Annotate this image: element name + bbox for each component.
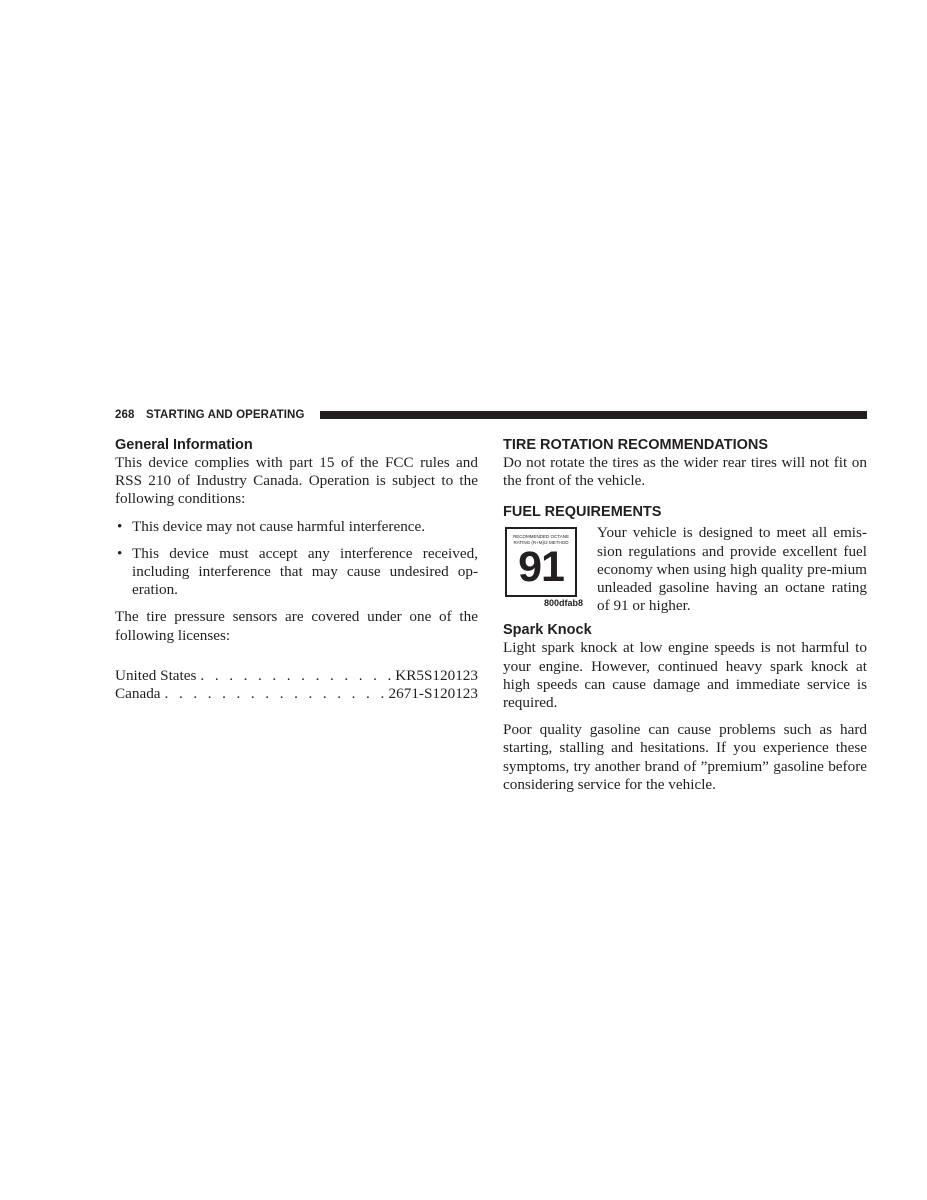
- spark-knock-heading: Spark Knock: [503, 622, 592, 639]
- octane-label-icon: [505, 527, 577, 597]
- poor-quality-text: Poor quality gasoline can cause problems such as hard starting, stalling and hesitations. If you experience these symptoms, try another brand of ”premium” gasoline before considering service for the vehicle.: [503, 721, 867, 793]
- license-row: [115, 667, 478, 685]
- page-header: [115, 407, 867, 425]
- general-information-heading: General Information: [115, 437, 253, 453]
- license-code: KR5S120123: [395, 666, 478, 684]
- right-column: [503, 436, 867, 794]
- license-country: United States: [115, 666, 197, 684]
- spark-knock-text: Light spark knock at low engine speeds is not harmful to your engine. However, continued heavy spark knock at high speeds can cause damage and immediate service is required.: [503, 639, 867, 712]
- list-item: • This device may not cause harmful interference.: [117, 517, 426, 535]
- license-country: Canada: [115, 685, 161, 703]
- section-title: STARTING AND OPERATING: [146, 409, 305, 421]
- fuel-requirements-text: Your vehicle is designed to meet all emis-sion regulations and provide excellent fuel economy when using high quality pre-mium unleaded gasoline having an octane rating of 91 or higher.: [597, 524, 867, 615]
- page-number: 268: [115, 409, 135, 421]
- bullet-icon: •: [117, 517, 123, 535]
- octane-number: 91: [518, 543, 564, 592]
- fuel-requirements-block: [503, 524, 867, 615]
- octane-rating-figure: [505, 527, 585, 613]
- license-code: 2671-S120123: [388, 685, 478, 703]
- dot-leader: [200, 667, 391, 685]
- left-column: [115, 436, 478, 703]
- dot-leader: [165, 685, 385, 703]
- list-item: • This device must accept any interference received, including interference that may cause undesired op-eration.: [117, 544, 478, 599]
- header-rule: [320, 411, 867, 419]
- bullet-icon: •: [117, 544, 123, 562]
- conditions-list: [115, 518, 478, 600]
- figure-code: 800dfab8: [544, 598, 584, 609]
- tire-rotation-heading: TIRE ROTATION RECOMMENDATIONS: [503, 437, 769, 453]
- octane-label-text: RECOMMENDED OCTANE RATING (R+M)/2 METHOD: [513, 534, 569, 545]
- general-information-text: This device complies with part 15 of the FCC rules and RSS 210 of Industry Canada. Operation is subject to the following conditions:: [115, 454, 478, 508]
- licenses-intro: The tire pressure sensors are covered under one of the following licenses:: [115, 608, 478, 644]
- tire-rotation-text: Do not rotate the tires as the wider rear tires will not fit on the front of the vehicle.: [503, 454, 867, 490]
- fuel-requirements-heading: FUEL REQUIREMENTS: [503, 504, 662, 521]
- license-row: [115, 685, 478, 703]
- licenses-table: [115, 667, 478, 703]
